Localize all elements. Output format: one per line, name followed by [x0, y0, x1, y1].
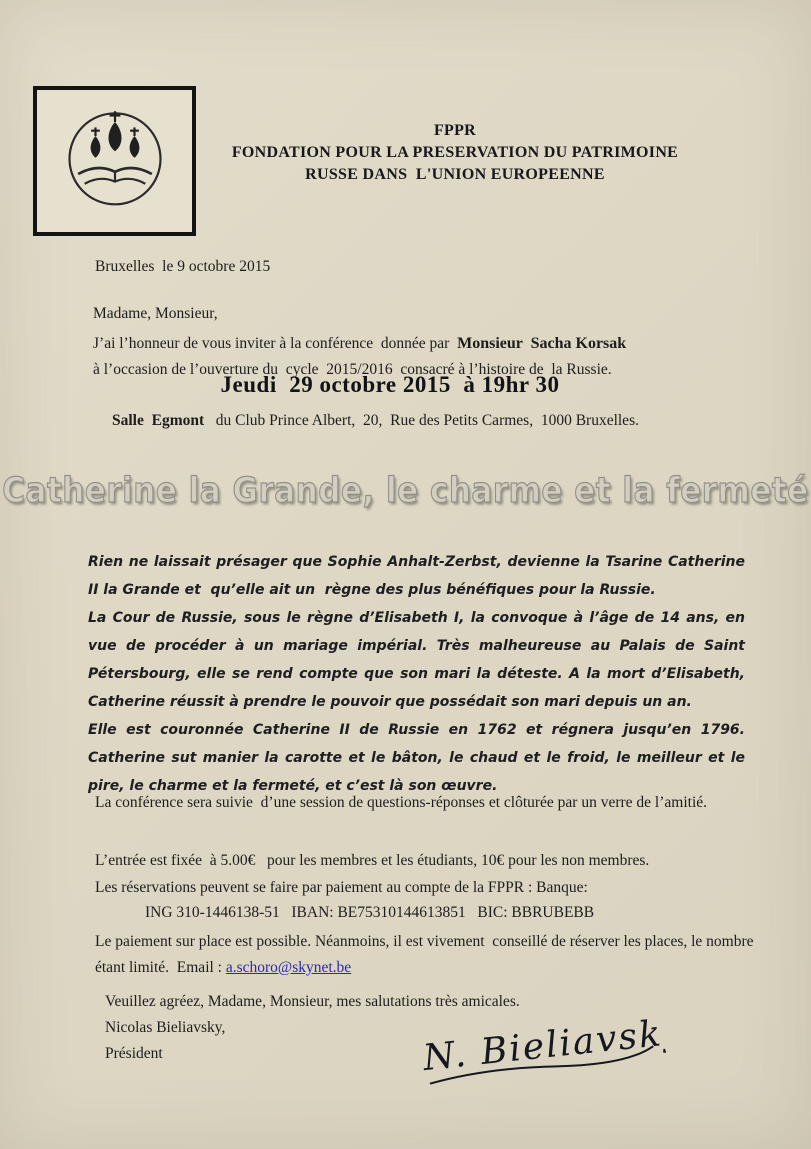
- valediction: Veuillez agréez, Madame, Monsieur, mes salutations très amicales.: [105, 993, 520, 1010]
- venue-address: du Club Prince Albert, 20, Rue des Petits Carmes, 1000 Bruxelles.: [204, 412, 639, 429]
- org-header: [175, 120, 735, 186]
- payment-text: Le paiement sur place est possible. Néanmoins, il est vivement conseillé de réserver les places, le nombre étant limité. Email :: [95, 933, 758, 976]
- venue-line: [112, 412, 639, 430]
- org-name-line1: FONDATION POUR LA PRESERVATION DU PATRIMOINE: [231, 144, 679, 161]
- lecture-title: [0, 470, 811, 512]
- invitation-text: J’ai l’honneur de vous inviter à la conférence donnée par: [93, 335, 458, 352]
- fppr-logo: [33, 86, 196, 236]
- closing-note: La conférence sera suivie d’une session de questions-réponses et clôturée par un verre de l’amitié.: [95, 794, 708, 811]
- lecture-title-text: Catherine la Grande, le charme et la fermeté: [2, 470, 809, 512]
- abstract-paragraph-2: La Cour de Russie, sous le règne d’Elisabeth I, la convoque à l’âge de 14 ans, en vue de procéder à un mariage impérial. Très malheureuse au Palais de Saint Pétersbourg, elle se rend compte que son mari la déteste. A la mort d’Elisabeth, Catherine réussit à prendre le pouvoir que possédait son mari depuis un an.: [88, 610, 750, 710]
- venue-room: Salle Egmont: [112, 412, 205, 429]
- signer-name: Nicolas Bieliavsky,: [105, 1019, 226, 1036]
- bank-details: ING 310-1446138-51 IBAN: BE75310144613851 BIC: BBRUBEBB: [145, 904, 595, 921]
- event-datetime: Jeudi 29 octobre 2015 à 19hr 30: [220, 372, 560, 397]
- speaker-name: Monsieur Sacha Korsak: [457, 335, 627, 352]
- abstract-paragraph-3: Elle est couronnée Catherine II de Russie en 1762 et régnera jusqu’en 1796. Catherine sut manier la carotte et le bâton, le chaud et le froid, le meilleur et le pire, le charme et la fermeté, et c’est là son œuvre.: [88, 722, 750, 794]
- signer-title: Président: [105, 1045, 163, 1062]
- salutation: Madame, Monsieur,: [93, 305, 218, 322]
- dateline: Bruxelles le 9 octobre 2015: [95, 258, 271, 275]
- contact-email-link[interactable]: a.schoro@skynet.be: [225, 959, 352, 976]
- russian-church-domes-icon: [50, 96, 180, 226]
- abstract-paragraph-1: Rien ne laissait présager que Sophie Anhalt-Zerbst, devienne la Tsarine Catherine II la Grande et qu’elle ait un règne des plus bénéfiques pour la Russie.: [88, 554, 750, 598]
- price-line: L’entrée est fixée à 5.00€ pour les membres et les étudiants, 10€ pour les non membres.: [95, 852, 650, 869]
- invitation-line1: [93, 331, 763, 357]
- org-abbr: FPPR: [433, 122, 477, 139]
- payment-note: [95, 929, 757, 981]
- signature-text: N. Bieliavsky: [421, 1010, 670, 1080]
- invitation-line2: à l’occasion de l’ouverture du cycle 2015/2016 consacré à l’histoire de la Russie.: [93, 361, 612, 378]
- reservation-line: Les réservations peuvent se faire par paiement au compte de la FPPR : Banque:: [95, 879, 588, 896]
- abstract-paragraphs: [88, 548, 750, 800]
- org-name-line2: RUSSE DANS L'UNION EUROPEENNE: [305, 166, 605, 183]
